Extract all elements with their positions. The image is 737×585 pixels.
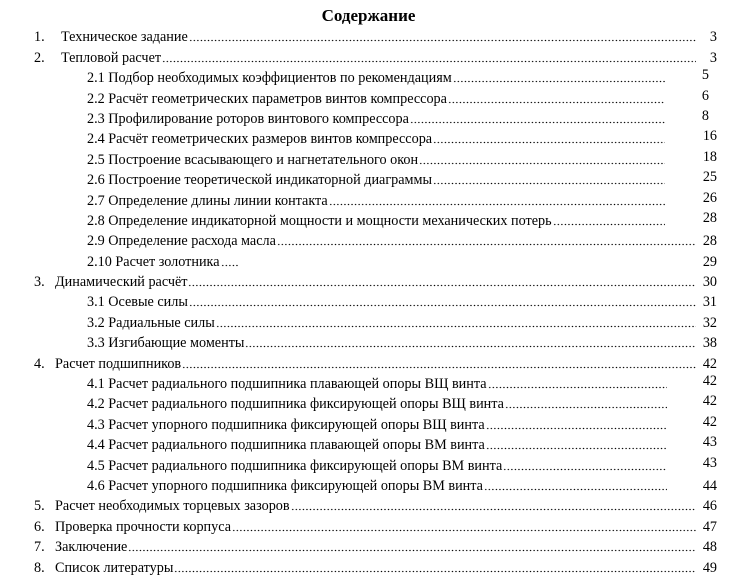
dot-leader (505, 406, 667, 409)
toc-entry-page: 6 (701, 87, 709, 104)
toc-subentry-4-6 (0, 476, 737, 496)
dot-leader (189, 39, 696, 42)
toc-entry-leader (61, 50, 696, 66)
toc-entry-page: 42 (702, 355, 717, 372)
toc-entry-text: 2.3 Профилирование роторов винтового компрессора (87, 110, 409, 127)
toc-entry-leader (87, 315, 696, 331)
toc-subentry-3-1 (0, 292, 737, 312)
toc-entry-number: 1. (34, 29, 45, 46)
toc-entry-leader (55, 274, 696, 290)
toc-entry-page: 28 (702, 209, 717, 226)
toc-entry-text: 2.9 Определение расхода масла (87, 233, 276, 250)
toc-subentry-2-10 (0, 251, 737, 271)
toc-entry-6 (0, 516, 737, 536)
toc-entry-text: 4.2 Расчет радиального подшипника фиксирующей опоры ВЩ винта (87, 396, 504, 413)
toc-entry-page: 3 (709, 49, 717, 66)
dot-leader (486, 427, 667, 430)
toc-entry-page: 16 (702, 128, 717, 145)
toc-subentry-2-3 (0, 109, 737, 129)
dot-leader (433, 182, 665, 185)
toc-entry-text: Расчет подшипников (55, 355, 182, 372)
toc-entry-text: 2.5 Построение всасывающего и нагнетательного окон (87, 151, 419, 168)
toc-entry-1 (0, 27, 737, 47)
toc-entry-page: 44 (702, 477, 717, 494)
toc-entry-number: 5. (34, 498, 45, 515)
dot-leader (329, 203, 665, 206)
toc-entry-text: 4.3 Расчет упорного подшипника фиксирующей опоры ВЩ винта (87, 416, 485, 433)
toc-entry-text: Динамический расчёт (55, 274, 188, 291)
toc-entry-leader (87, 213, 665, 229)
toc-subentry-2-8 (0, 211, 737, 231)
toc-entry-page: 5 (701, 67, 709, 84)
toc-subentry-2-4 (0, 129, 737, 149)
toc-entry-8 (0, 557, 737, 577)
toc-entry-5 (0, 496, 737, 516)
toc-entry-page: 38 (702, 335, 717, 352)
toc-entry-text: 2.6 Построение теоретической индикаторной диаграммы (87, 172, 433, 189)
toc-entry-text: Тепловой расчет (61, 49, 162, 66)
toc-entry-leader (87, 458, 667, 474)
toc-entry-text: 2.1 Подбор необходимых коэффициентов по рекомендациям (87, 70, 452, 87)
toc-entry-leader (87, 91, 665, 107)
toc-entry-page: 25 (702, 169, 717, 186)
toc-entry-leader (87, 254, 238, 270)
toc-entry-number: 3. (34, 274, 45, 291)
toc-subentry-2-6 (0, 170, 737, 190)
toc-entry-leader (87, 193, 665, 209)
toc-entry-text: 3.2 Радиальные силы (87, 314, 215, 331)
toc-entry-text: 2.7 Определение длины линии контакта (87, 192, 328, 209)
toc-subentry-4-3 (0, 414, 737, 434)
toc-entry-leader (61, 29, 696, 45)
toc-subentry-2-1 (0, 68, 737, 88)
toc-entry-page: 46 (702, 498, 717, 515)
toc-entry-2 (0, 47, 737, 67)
toc-entry-text: 2.8 Определение индикаторной мощности и мощности механических потерь (87, 212, 552, 229)
toc-entry-text: Список литературы (55, 559, 174, 576)
toc-entry-leader (87, 152, 665, 168)
toc-entry-text: 4.4 Расчет радиального подшипника плавающей опоры ВМ винта (87, 437, 485, 454)
dot-leader (503, 468, 667, 471)
toc-entry-page: 18 (702, 148, 717, 165)
toc-entry-leader (55, 356, 696, 372)
toc-entry-page: 28 (702, 233, 717, 250)
toc-subentry-4-4 (0, 435, 737, 455)
toc-subentry-2-5 (0, 149, 737, 169)
dot-leader (232, 529, 696, 532)
dot-leader (188, 284, 696, 287)
toc-entry-leader (87, 111, 665, 127)
dot-leader (291, 508, 696, 511)
dot-leader (277, 243, 696, 246)
toc-subentry-2-9 (0, 231, 737, 251)
toc-entry-7 (0, 537, 737, 557)
toc-entry-text: Заключение (55, 539, 128, 556)
dot-leader (162, 60, 696, 63)
toc-entry-number: 6. (34, 518, 45, 535)
toc-entry-text: 2.10 Расчет золотника (87, 253, 220, 270)
toc-entry-page: 42 (702, 413, 717, 430)
toc-entry-page: 47 (702, 518, 717, 535)
toc-entry-3 (0, 272, 737, 292)
dot-leader (453, 80, 665, 83)
toc-entry-text: Техническое задание (61, 29, 188, 46)
toc-entry-page: 43 (702, 454, 717, 471)
toc-entry-page: 8 (701, 107, 709, 124)
toc-entry-page: 26 (702, 189, 717, 206)
toc-subentry-4-2 (0, 394, 737, 414)
toc-entry-text: 3.3 Изгибающие моменты (87, 335, 245, 352)
toc-entry-page: 32 (702, 314, 717, 331)
toc-entry-leader (55, 519, 696, 535)
toc-entry-leader (87, 437, 667, 453)
toc-entry-leader (55, 560, 696, 576)
toc-entry-text: 4.5 Расчет радиального подшипника фиксирующей опоры ВМ винта (87, 457, 503, 474)
page-title: Содержание (321, 6, 416, 25)
toc-entry-number: 2. (34, 49, 45, 66)
toc-entry-text: 3.1 Осевые силы (87, 294, 188, 311)
toc-entry-page: 42 (702, 373, 717, 390)
toc-entry-text: 2.2 Расчёт геометрических параметров винтов компрессора (87, 90, 447, 107)
toc-entry-page: 49 (702, 559, 717, 576)
toc-entry-number: 8. (34, 559, 45, 576)
dot-leader (488, 386, 667, 389)
toc-entry-leader (87, 335, 696, 351)
toc-entry-number: 4. (34, 355, 45, 372)
toc-entry-page: 48 (702, 539, 717, 556)
toc-entry-leader (87, 396, 667, 412)
toc-entry-leader (87, 417, 667, 433)
toc-entry-leader (87, 294, 696, 310)
dot-leader (189, 304, 696, 307)
toc-entry-4 (0, 353, 737, 373)
toc-entry-page: 3 (709, 29, 717, 46)
dot-leader (448, 101, 665, 104)
dot-leader (410, 121, 665, 124)
toc-entry-text: Расчет необходимых торцевых зазоров (55, 498, 290, 515)
dot-leader (174, 570, 696, 573)
toc-entry-leader (87, 233, 696, 249)
toc-entry-text: 4.1 Расчет радиального подшипника плавающей опоры ВЩ винта (87, 376, 487, 393)
toc-entry-leader (87, 70, 665, 86)
toc-entry-text: 4.6 Расчет упорного подшипника фиксирующей опоры ВМ винта (87, 477, 483, 494)
dot-leader (486, 447, 667, 450)
dot-leader (221, 264, 238, 267)
dot-leader (484, 488, 667, 491)
toc-entry-leader (87, 131, 665, 147)
toc-entry-page: 42 (702, 393, 717, 410)
toc-entry-text: 2.4 Расчёт геометрических размеров винтов компрессора (87, 131, 433, 148)
toc-subentry-3-2 (0, 312, 737, 332)
table-of-contents (0, 27, 737, 578)
toc-entry-page: 29 (702, 253, 717, 270)
toc-subentry-2-2 (0, 88, 737, 108)
dot-leader (433, 141, 665, 144)
toc-entry-leader (55, 498, 696, 514)
dot-leader (128, 549, 696, 552)
dot-leader (182, 366, 696, 369)
toc-entry-leader (87, 478, 667, 494)
toc-subentry-4-1 (0, 374, 737, 394)
dot-leader (216, 325, 696, 328)
toc-entry-text: Проверка прочности корпуса (55, 518, 231, 535)
toc-entry-page: 31 (702, 294, 717, 311)
toc-entry-leader (87, 376, 667, 392)
dot-leader (245, 345, 696, 348)
toc-entry-leader (55, 539, 696, 555)
toc-entry-page: 30 (702, 274, 717, 291)
toc-entry-page: 43 (702, 434, 717, 451)
toc-entry-number: 7. (34, 539, 45, 556)
dot-leader (419, 162, 665, 165)
toc-entry-leader (87, 172, 665, 188)
toc-subentry-3-3 (0, 333, 737, 353)
toc-subentry-4-5 (0, 455, 737, 475)
toc-subentry-2-7 (0, 190, 737, 210)
dot-leader (553, 223, 665, 226)
